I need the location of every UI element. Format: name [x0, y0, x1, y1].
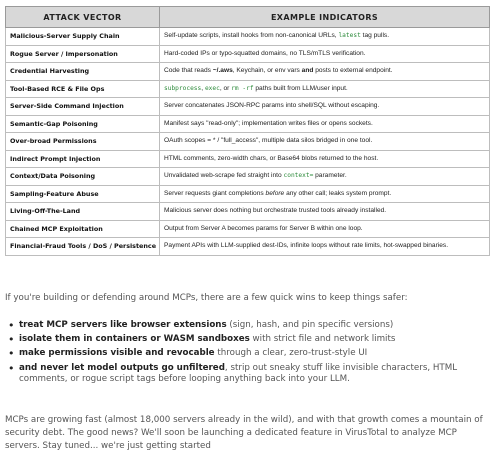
table-row	[6, 185, 490, 203]
attack-vector-cell: Malicious-Server Supply Chain	[6, 28, 160, 46]
indicator-text: Unvalidated web-scrape fed straight into	[164, 172, 284, 180]
indicator-cell	[160, 45, 490, 63]
code-term: exec	[204, 84, 220, 92]
indicator-text: tag pulls.	[360, 32, 390, 40]
indicator-text: Hard-coded IPs or typo-squatted domains, no TLS/mTLS verification.	[164, 49, 366, 57]
list-item-emphasis: treat MCP servers like browser extensions	[19, 320, 227, 330]
quick-wins-list	[5, 320, 493, 388]
code-term: rm -rf	[231, 84, 254, 92]
code-term: latest	[338, 32, 361, 40]
indicator-cell	[160, 150, 490, 168]
indicator-text: any other call; leaks system prompt.	[284, 189, 392, 197]
table-row	[6, 150, 490, 168]
indicator-cell	[160, 80, 490, 98]
indicator-text: Server concatenates JSON-RPC params into shell/SQL without escaping.	[164, 102, 380, 110]
indicator-cell	[160, 63, 490, 81]
list-item-text: , strip out sneaky stuff like invisible characters, HTML comments, or rogue script tags before looping anything back into your LLM.	[19, 362, 458, 384]
list-item	[19, 320, 493, 331]
attack-vector-cell: Semantic-Gap Poisoning	[6, 115, 160, 133]
indicator-text: , or	[219, 84, 232, 92]
indicator-text: Malicious server does nothing but orchestrate trusted tools already installed.	[164, 207, 387, 215]
indicator-text: ,	[201, 84, 205, 92]
indicator-text: parameter.	[313, 172, 347, 180]
indicator-text: Output from Server A becomes params for Server B within one loop.	[164, 224, 363, 232]
indicator-text: Code that reads	[164, 67, 213, 75]
list-item-emphasis: make permissions visible and revocable	[19, 348, 215, 359]
indicator-text: , Keychain, or env vars	[232, 67, 302, 75]
indicator-cell	[160, 133, 490, 151]
table-row	[6, 203, 490, 221]
code-term: subprocess	[164, 84, 202, 92]
code-term: context=	[283, 172, 314, 180]
outro-paragraph: MCPs are growing fast (almost 18,000 servers already in the wild), and with that growth comes a mountain of security debt. The good news? We'll soon be launching a dedicated feature in VirusTotal to analyze MCP servers. Stay tuned... we're just getting started	[5, 415, 483, 451]
indicator-cell	[160, 203, 490, 221]
indicator-cell	[160, 98, 490, 116]
header-example-indicators: EXAMPLE INDICATORS	[160, 7, 490, 28]
header-attack-vector: ATTACK VECTOR	[6, 7, 160, 28]
attack-vector-cell: Rogue Server / Impersonation	[6, 45, 160, 63]
indicator-text: posts to external endpoint.	[313, 67, 393, 75]
indicator-cell	[160, 28, 490, 46]
attack-vector-cell: Living-Off-The-Land	[6, 203, 160, 221]
indicator-cell	[160, 115, 490, 133]
intro-paragraph: If you're building or defending around MCPs, there are a few quick wins to keep things safer:	[5, 293, 408, 303]
list-item-text: with strict file and network limits	[249, 334, 396, 345]
table-row	[6, 220, 490, 238]
table-row	[6, 80, 490, 98]
indicator-text: OAuth scopes = * / "full_access", multiple data silos bridged in one tool.	[164, 137, 373, 145]
attack-vector-cell: Chained MCP Exploitation	[6, 220, 160, 238]
indicator-text: Payment APIs with LLM-supplied dest-IDs, infinite loops without rate limits, hot-swapped binaries.	[164, 242, 449, 250]
indicator-text: HTML comments, zero-width chars, or Base64 blobs returned to the host.	[164, 154, 379, 162]
indicator-cell	[160, 168, 490, 186]
list-item-text: (sign, hash, and pin specific versions)	[226, 320, 394, 330]
attack-vector-cell: Credential Harvesting	[6, 63, 160, 81]
list-item	[19, 334, 493, 345]
table-header-row	[6, 7, 490, 28]
indicator-cell	[160, 220, 490, 238]
attack-vector-table	[5, 6, 490, 256]
list-item-emphasis: isolate them in containers or WASM sandboxes	[19, 334, 250, 345]
attack-vector-cell: Indirect Prompt Injection	[6, 150, 160, 168]
table-row	[6, 63, 490, 81]
attack-vector-cell: Sampling-Feature Abuse	[6, 185, 160, 203]
table-row	[6, 133, 490, 151]
table-row	[6, 28, 490, 46]
table-row	[6, 98, 490, 116]
bold-term: and	[301, 67, 314, 75]
bold-term: ~/.aws	[212, 67, 233, 75]
table-body	[6, 28, 490, 256]
table-row	[6, 45, 490, 63]
attack-vector-cell: Server-Side Command Injection	[6, 98, 160, 116]
indicator-text: Self-update scripts, install hooks from non-canonical URLs,	[164, 32, 339, 40]
table-row	[6, 115, 490, 133]
indicator-cell	[160, 185, 490, 203]
indicator-cell	[160, 238, 490, 256]
indicator-text: paths built from LLM/user input.	[253, 84, 348, 92]
list-item-text: through a clear, zero-trust-style UI	[214, 348, 368, 359]
indicator-text: Server requests giant completions	[164, 189, 266, 197]
indicator-text: Manifest says "read-only"; implementation writes files or opens sockets.	[164, 119, 373, 127]
table-row	[6, 238, 490, 256]
list-item-emphasis: and never let model outputs go unfiltered	[19, 362, 225, 373]
attack-vector-cell: Tool-Based RCE & File Ops	[6, 80, 160, 98]
attack-vector-cell: Financial-Fraud Tools / DoS / Persistence	[6, 238, 160, 256]
italic-term: before	[265, 189, 285, 197]
list-item	[19, 348, 493, 359]
attack-vector-cell: Over-broad Permissions	[6, 133, 160, 151]
attack-vector-cell: Context/Data Poisoning	[6, 168, 160, 186]
table-row	[6, 168, 490, 186]
list-item	[19, 363, 493, 385]
